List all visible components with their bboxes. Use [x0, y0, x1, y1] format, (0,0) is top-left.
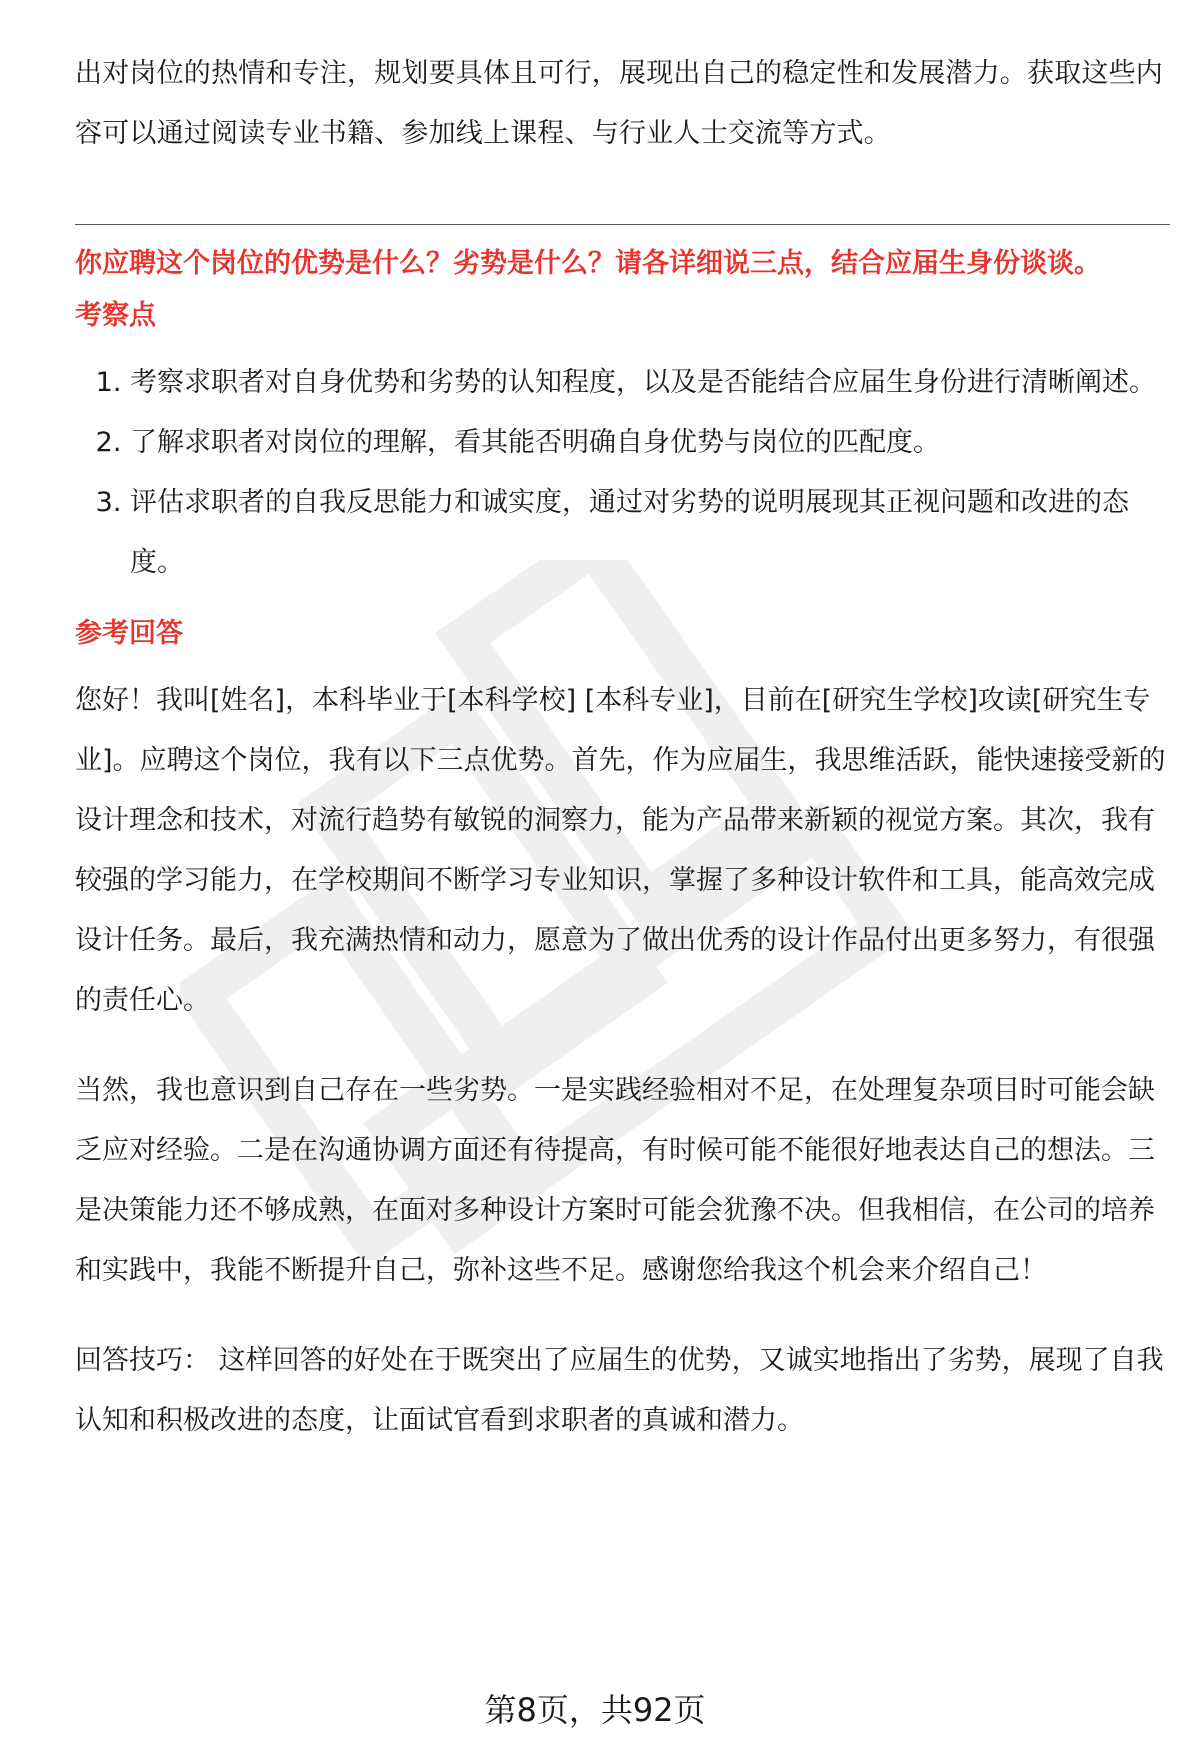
review-points-title: 考察点 — [75, 300, 156, 331]
question-heading: 你应聘这个岗位的优势是什么？劣势是什么？请各详细说三点，结合应届生身份谈谈。 — [75, 248, 1101, 279]
intro-paragraph: 出对岗位的热情和专注，规划要具体且可行，展现出自己的稳定性和发展潜力。获取这些内容可以通过阅读专业书籍、参加线上课程、与行业人士交流等方式。 — [75, 58, 1163, 149]
review-point-item: 3. 评估求职者的自我反思能力和诚实度，通过对劣势的说明展现其正视问题和改进的态度。 — [130, 473, 1170, 593]
reference-answer-title: 参考回答 — [75, 618, 183, 649]
answer-paragraph: 您好！我叫[姓名]，本科毕业于[本科学校] [本科专业]，目前在[研究生学校]攻读[研究生专业]。应聘这个岗位，我有以下三点优势。首先，作为应届生，我思维活跃，能快速接受新的设计理念和技术，对流行趋势有敏锐的洞察力，能为产品带来新颖的视觉方案。其次，我有较强的学习能力，在学校期间不断学习专业知识，掌握了多种设计软件和工具，能高效完成设计任务。最后，我充满热情和动力，愿意为了做出优秀的设计作品付出更多努力，有很强的责任心。 — [75, 685, 1166, 1016]
review-points-list — [75, 353, 1170, 593]
document-content — [75, 44, 1170, 1451]
answer-tip: 回答技巧： 这样回答的好处在于既突出了应届生的优势，又诚实地指出了劣势，展现了自我认知和积极改进的态度，让面试官看到求职者的真诚和潜力。 — [75, 1345, 1164, 1436]
page-number: 第8页，共92页 — [484, 1691, 706, 1729]
review-point-item: 1. 考察求职者对自身优势和劣势的认知程度，以及是否能结合应届生身份进行清晰阐述。 — [130, 353, 1170, 413]
section-divider — [75, 224, 1170, 225]
answer-paragraph: 当然，我也意识到自己存在一些劣势。一是实践经验相对不足，在处理复杂项目时可能会缺乏应对经验。二是在沟通协调方面还有待提高，有时候可能不能很好地表达自己的想法。三是决策能力还不够成熟，在面对多种设计方案时可能会犹豫不决。但我相信，在公司的培养和实践中，我能不断提升自己，弥补这些不足。感谢您给我这个机会来介绍自己！ — [75, 1075, 1155, 1286]
review-point-item: 2. 了解求职者对岗位的理解，看其能否明确自身优势与岗位的匹配度。 — [130, 413, 1170, 473]
